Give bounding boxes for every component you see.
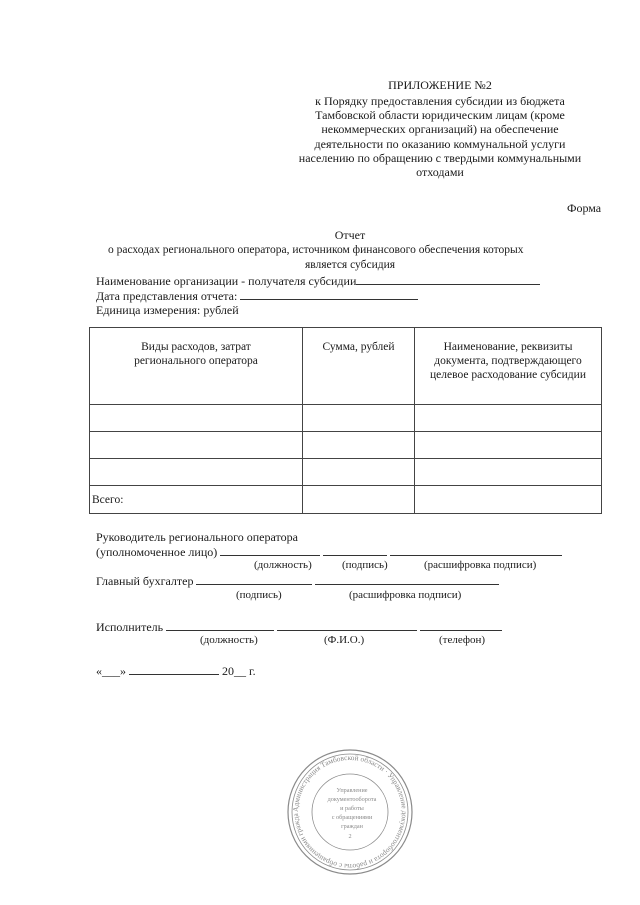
form-label: Форма	[567, 201, 602, 215]
appendix-line: населению по обращению с твердыми коммунальными	[298, 151, 582, 165]
signature-line	[166, 620, 274, 631]
report-subtitle: является субсидия	[304, 259, 396, 271]
appendix-line: некоммерческих организаций) на обеспечение	[321, 122, 559, 136]
table-row	[90, 432, 602, 459]
org-name-label: Наименование организации - получателя субсидии	[96, 274, 357, 288]
org-name-line	[356, 274, 540, 285]
caption-position: (должность)	[254, 559, 312, 571]
appendix-line: деятельности по оказанию коммунальной услуги	[314, 137, 566, 151]
unit-field: Единица измерения: рублей	[96, 303, 239, 317]
table-total-row	[90, 486, 602, 514]
date-month-line	[129, 664, 219, 675]
org-name-field	[96, 274, 540, 288]
stamp-inner-text: с обращениями	[331, 814, 373, 821]
stamp-outer-text: Администрация Тамбовской области · Управление документооборота и работы с обращениями гражда	[290, 752, 410, 872]
signature-line	[420, 620, 502, 631]
head-authorized-field	[96, 545, 562, 559]
signature-line	[196, 574, 312, 585]
caption-position: (должность)	[200, 634, 258, 646]
stamp-inner-text: Управление	[336, 787, 368, 794]
executor-field	[96, 620, 502, 634]
official-stamp-icon	[286, 748, 414, 876]
executor-label: Исполнитель	[96, 620, 164, 634]
table-header-row	[90, 328, 602, 405]
head-label: Руководитель регионального оператора	[96, 530, 298, 544]
appendix-line: Тамбовской области юридическим лицам (кроме	[315, 108, 565, 122]
header-document: Наименование, реквизиты документа, подтверждающего целевое расходование субсидии	[415, 328, 602, 405]
accountant-field	[96, 574, 499, 588]
report-title: Отчет	[334, 228, 366, 242]
appendix-line: к Порядку предоставления субсидии из бюджета	[315, 94, 565, 108]
expense-table	[89, 327, 602, 514]
signature-line	[323, 545, 387, 556]
table-row	[90, 459, 602, 486]
signature-line	[277, 620, 417, 631]
report-date-line	[240, 289, 418, 300]
caption-phone: (телефон)	[439, 634, 486, 646]
accountant-label: Главный бухгалтер	[96, 574, 194, 588]
total-label: Всего:	[90, 486, 303, 514]
caption-signature: (подпись)	[342, 559, 388, 571]
date-day: «___»	[96, 664, 126, 678]
date-field	[96, 664, 256, 678]
report-date-label: Дата представления отчета:	[96, 289, 238, 303]
stamp-number: 2	[348, 833, 352, 840]
stamp-inner-text: документооборота	[327, 796, 377, 803]
report-date-field	[96, 289, 418, 303]
caption-name: (Ф.И.О.)	[324, 634, 365, 646]
stamp-inner-text: граждан	[341, 823, 363, 830]
header-amount: Сумма, рублей	[303, 328, 415, 405]
caption-signature: (подпись)	[236, 589, 282, 601]
appendix-title: ПРИЛОЖЕНИЕ №2	[388, 78, 492, 92]
header-expense-types: Виды расходов, затрат регионального оператора	[90, 328, 303, 405]
signature-line	[390, 545, 562, 556]
caption-decoding: (расшифровка подписи)	[349, 589, 462, 601]
stamp-inner-text: и работы	[340, 805, 364, 812]
head-authorized-label: (уполномоченное лицо)	[96, 545, 218, 559]
date-year: 20__ г.	[222, 664, 256, 678]
appendix-line: отходами	[416, 165, 464, 179]
report-subtitle: о расходах регионального оператора, источником финансового обеспечения которых	[108, 244, 524, 256]
caption-decoding: (расшифровка подписи)	[424, 559, 537, 571]
signature-line	[315, 574, 499, 585]
signature-line	[220, 545, 320, 556]
table-row	[90, 405, 602, 432]
